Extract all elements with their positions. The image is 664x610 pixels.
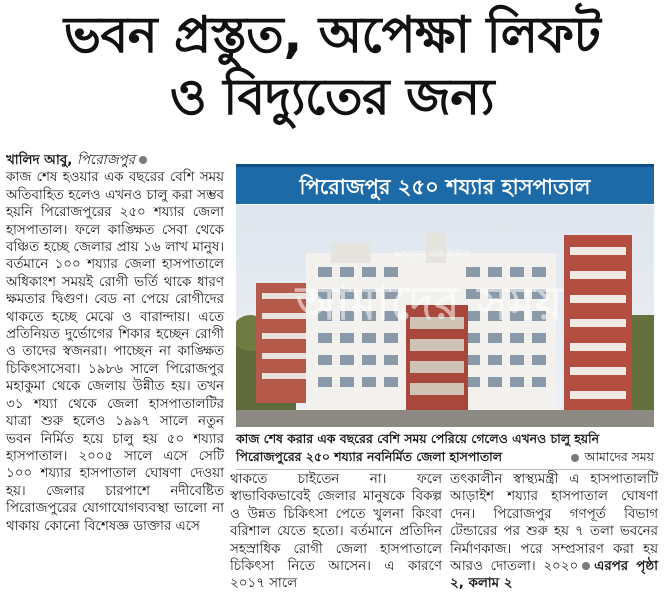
bullet-icon — [139, 156, 147, 164]
headline-line-2: ও বিদ্যুতের জন্য — [169, 68, 495, 126]
byline — [6, 152, 224, 169]
headline-line-1: ভবন প্রস্তুত, অপেক্ষা লিফট — [63, 6, 601, 64]
article-column-middle — [230, 471, 442, 593]
byline-author: খালিদ আবু, — [6, 153, 73, 168]
hospital-photo — [236, 205, 654, 427]
photo-credit: আমাদের সময় — [571, 448, 654, 466]
article-text-left: কাজ শেষ হওয়ার এক বছরের বেশি সময় অতিবাহিত হলেও এখনও চালু করা সম্ভব হয়নি পিরোজপুরের ২৫০ শয্যার জেলা হাসপাতাল। ফলে কাঙ্ক্ষিত সেবা থেকে বঞ্চিত হচ্ছে জেলার প্রায় ১৬ লাখ মানুষ। বর্তমানে ১০০ শয্যার জেলা হাসপাতালে অধিকাংশ সময়ই রোগী ভর্তি থাকে ধারণ ক্ষমতার দ্বিগুণ। বেড না পেয়ে রোগীদের থাকতে হচ্ছে মেঝে ও বারান্দায়। এতে প্রতিনিয়ত দুর্ভোগের শিকার হচ্ছেন রোগী ও তাদের স্বজনরা। পাচ্ছেন না কাঙ্ক্ষিত চিকিৎসাসেবা। ১৯৮৬ সালে পিরোজপুর মহাকুমা থেকে জেলায় উন্নীত হয়। তখন ৩১ শয্যা থেকে জেলা হাসপাতালটির যাত্রা শুরু হলেও ১৯৯৭ সালে নতুন ভবন নির্মিত হয়ে চালু হয় ৫০ শয্যার হাসপাতাল। ২০০৫ সালে এসে সেটি ১০০ শয্যার হাসপাতাল ঘোষণা দেওয়া হয়। জেলার চারপাশে নদীবেষ্টিত পিরোজপুরের যোগাযোগব্যবস্থা ভালো না থাকায় কোনো বিশেষজ্ঞ ডাক্তার এসে — [6, 170, 224, 534]
article-text-right-body: তৎকালীন স্বাস্থ্যমন্ত্রী এ হাসপাতালটি আড়াইশ শয্যার হাসপাতাল ঘোষণা দেন। পিরোজপুর গণপূর্ত বিভাগ টেন্ডারের পর শুরু হয় ৭ তলা ভবনের নির্মাণকাজ। পরে সম্প্রসারণ করা হয় আরও দোতলা। ২০২০ — [450, 472, 658, 575]
continued-link[interactable]: এরপর পৃষ্ঠা ২, কলাম ২ — [450, 559, 658, 592]
photo-watermark: আমাদের সময় — [296, 276, 564, 330]
headline — [0, 4, 664, 128]
hospital-banner: পিরোজপুর ২৫০ শয্যার হাসপাতাল — [236, 164, 654, 204]
article-text-right — [450, 471, 658, 593]
article-text-middle: থাকতে চাইতেন না। ফলে স্বাভাবিকভাবেই জেলার মানুষকে বিকল্প ও উন্নত চিকিৎসা পেতে খুলনা কিংবা বরিশাল যেতে হতো। বর্তমানে প্রতিদিন সহস্রাধিক রোগী জেলা হাসপাতালে চিকিৎসা নিতে আসেন। এ কারণে ২০১৭ সালে — [230, 472, 442, 592]
photo-caption — [236, 430, 654, 470]
byline-place: পিরোজপুর — [77, 153, 136, 168]
article-column-right — [450, 471, 658, 593]
caption-text: কাজ শেষ করার এক বছরের বেশি সময় পেরিয়ে গেলেও এখনও চালু হয়নি পিরোজপুরের ২৫০ শয্যার নবনির্মিত জেলা হাসপাতাল — [236, 431, 600, 464]
article-column-left — [6, 152, 224, 535]
watermark-small: আমাদের সময় দৈনিক — [394, 250, 470, 260]
